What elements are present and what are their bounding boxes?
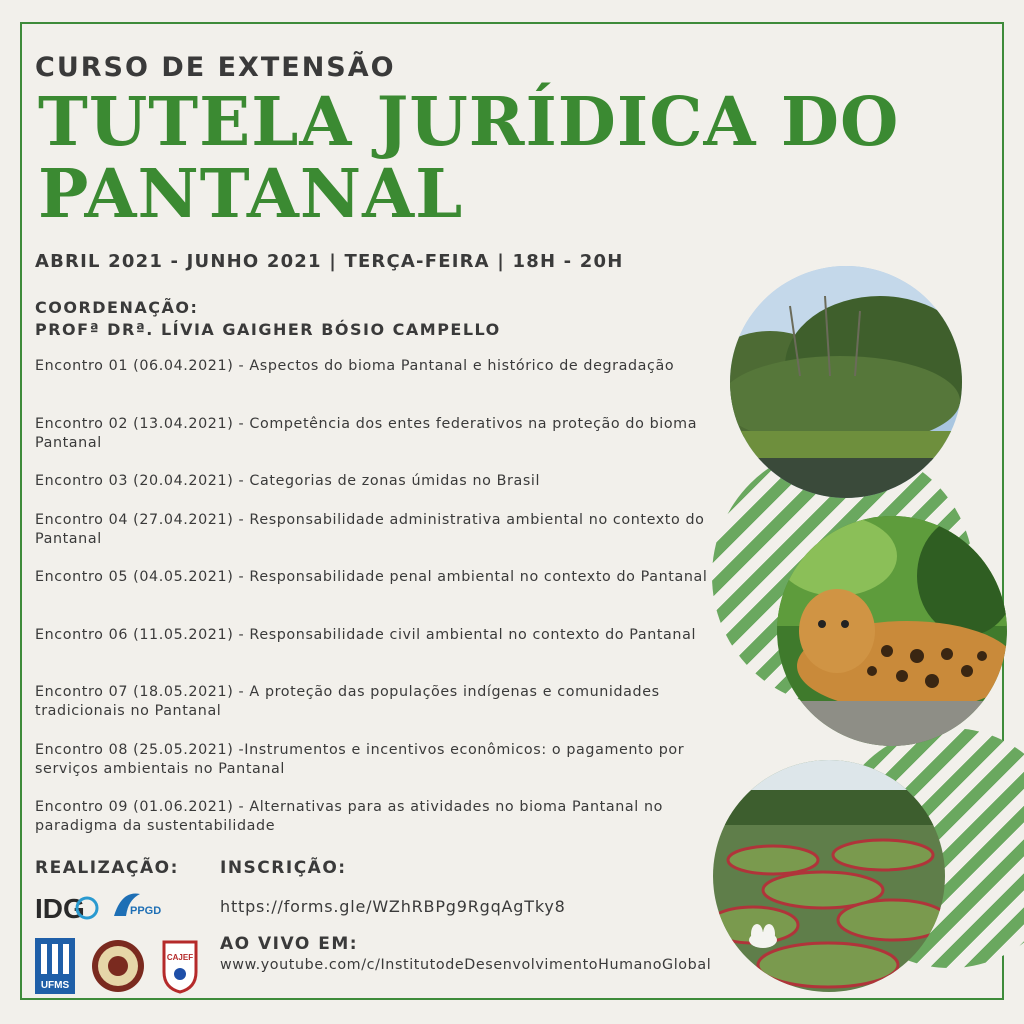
forest-photo [730, 266, 962, 498]
water-lilies-photo [713, 760, 945, 992]
svg-text:PPGD: PPGD [130, 905, 162, 917]
title-line-2: PANTANAL [38, 154, 464, 233]
jaguar-photo [777, 516, 1007, 746]
course-kicker: CURSO DE EXTENSÃO [35, 52, 396, 83]
inscricao-link[interactable]: https://forms.gle/WZhRBPg9RgqAgTky8 [220, 897, 566, 916]
coordinator-name: PROFª DRª. LÍVIA GAIGHER BÓSIO CAMPELLO [35, 320, 501, 339]
svg-text:CAJEF: CAJEF [166, 953, 194, 962]
meeting-item: Encontro 06 (11.05.2021) - Responsabilidade civil ambiental no contexto do Pantanal [35, 626, 697, 643]
meeting-item: Encontro 01 (06.04.2021) - Aspectos do bioma Pantanal e histórico de degradação [35, 358, 675, 374]
coordination-label: COORDENAÇÃO: [35, 298, 199, 317]
seal-logo [90, 938, 146, 998]
cajef-logo [160, 938, 200, 998]
svg-text:UFMS: UFMS [40, 980, 70, 991]
meeting-item: Encontro 05 (04.05.2021) - Responsabilidade penal ambiental no contexto do Pantanal [35, 569, 708, 585]
coordination-block [35, 297, 501, 341]
svg-text:IDG: IDG [35, 893, 85, 924]
idg-logo [35, 890, 99, 930]
meeting-item: Encontro 03 (20.04.2021) - Categorias de zonas úmidas no Brasil [35, 473, 541, 489]
meeting-item: Encontro 04 (27.04.2021) - Responsabilidade administrativa ambiental no contexto do Pantanal [35, 511, 705, 547]
meetings-list [35, 357, 725, 856]
ppgd-logo [110, 886, 170, 930]
title-line-1: TUTELA JURÍDICA DO [38, 82, 900, 161]
meeting-item: Encontro 08 (25.05.2021) -Instrumentos e incentivos econômicos: o pagamento por serviços ambientais no Pantanal [35, 741, 685, 777]
meeting-item: Encontro 09 (01.06.2021) - Alternativas para as atividades no bioma Pantanal no paradigma da sustentabilidade [35, 799, 663, 834]
inscricao-label: INSCRIÇÃO: [220, 858, 347, 878]
meeting-item: Encontro 07 (18.05.2021) - A proteção das populações indígenas e comunidades tradicionais no Pantanal [35, 684, 660, 719]
ufms-logo [35, 938, 75, 998]
realizacao-label: REALIZAÇÃO: [35, 858, 179, 878]
course-title [38, 82, 938, 233]
youtube-link[interactable]: www.youtube.com/c/InstitutodeDesenvolvimentoHumanoGlobal [220, 957, 712, 973]
schedule-line: ABRIL 2021 - JUNHO 2021 | TERÇA-FEIRA | 18H - 20H [35, 251, 624, 272]
aovivo-label: AO VIVO EM: [220, 934, 359, 954]
meeting-item: Encontro 02 (13.04.2021) - Competência dos entes federativos na proteção do bioma Pantanal [35, 415, 698, 451]
